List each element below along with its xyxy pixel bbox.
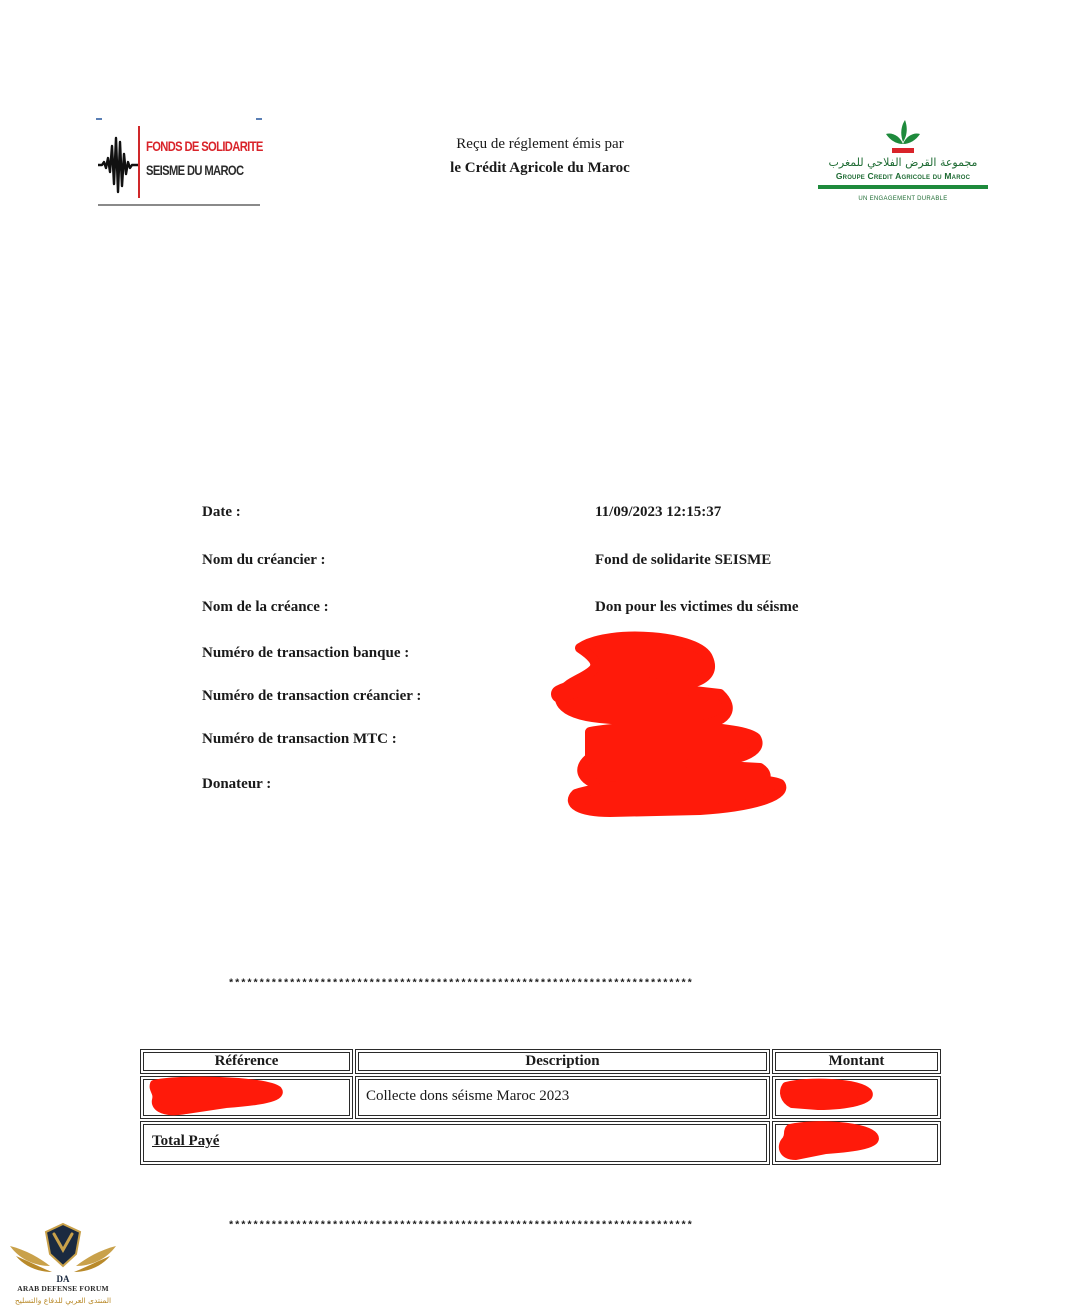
credit-agricole-logo (816, 118, 990, 208)
detail-value: Don pour les victimes du séisme (595, 599, 799, 615)
separator-top: **************************************************************************** (228, 978, 693, 990)
total-label: Total Payé (152, 1133, 220, 1149)
logo-top-rule (96, 118, 262, 120)
detail-label: Numéro de transaction banque : (202, 645, 410, 661)
logo-text-line1: FONDS DE SOLIDARITE (146, 138, 263, 154)
logo-tagline: UN ENGAGEMENT DURABLE (858, 196, 948, 202)
detail-value: 11/09/2023 12:15:37 (595, 504, 722, 520)
table-header-reference (140, 1049, 353, 1074)
detail-label: Nom du créancier : (202, 552, 326, 568)
redaction-scribble-reference (146, 1076, 286, 1120)
table-header-montant (772, 1049, 941, 1074)
arab-defense-forum-watermark (6, 1220, 120, 1310)
seismograph-icon (98, 132, 138, 198)
watermark-latin-text: ARAB DEFENSE FORUM (17, 1284, 109, 1293)
table-total-label-cell (140, 1121, 770, 1165)
detail-label: Date : (202, 504, 241, 520)
detail-label: Numéro de transaction MTC : (202, 731, 397, 747)
receipt-title (400, 132, 680, 180)
table-cell-description (355, 1076, 770, 1119)
logo-text-line2: SEISME DU MAROC (146, 162, 244, 178)
eagle-emblem-icon (6, 1220, 120, 1286)
separator-bottom: **************************************************************************** (228, 1220, 693, 1232)
watermark-arabic-text: المنتدى العربي للدفاع والتسليح (14, 1296, 112, 1305)
detail-row-creance (202, 599, 882, 623)
header-label: Montant (828, 1053, 885, 1069)
svg-text:DA: DA (56, 1274, 70, 1284)
redaction-scribble-total (776, 1120, 884, 1164)
detail-label: Nom de la créance : (202, 599, 329, 615)
detail-label: Numéro de transaction créancier : (202, 688, 422, 704)
header-label: Référence (214, 1053, 279, 1069)
header-label: Description (525, 1053, 600, 1069)
logo-latin-text: Groupe Credit Agricole du Maroc (835, 171, 971, 181)
fonds-solidarite-logo (96, 118, 262, 206)
logo-green-bar (818, 185, 988, 189)
cell-value: Collecte dons séisme Maroc 2023 (366, 1088, 570, 1104)
logo-arabic-text: مجموعة القرض الفلاحي للمغرب (828, 156, 978, 169)
table-header-description (355, 1049, 770, 1074)
redaction-scribble-montant (778, 1076, 878, 1116)
logo-bottom-rule (98, 204, 260, 206)
detail-label: Donateur : (202, 776, 272, 792)
redaction-scribble (540, 628, 800, 824)
receipt-title-line2: le Crédit Agricole du Maroc (450, 160, 630, 176)
logo-red-divider (138, 126, 140, 198)
detail-row-date (202, 504, 882, 528)
detail-row-creancier (202, 552, 882, 576)
receipt-title-line1: Reçu de réglement émis par (456, 136, 624, 152)
detail-value: Fond de solidarite SEISME (595, 552, 772, 568)
sprout-icon (882, 118, 924, 158)
